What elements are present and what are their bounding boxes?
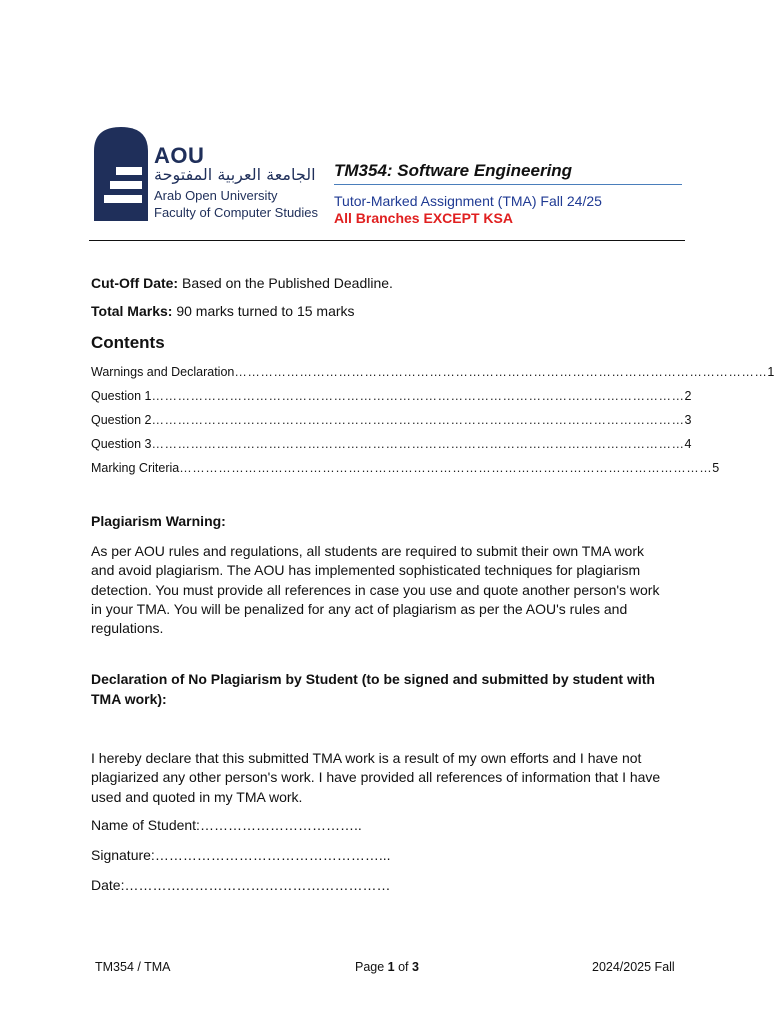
aou-building-logo-icon (92, 125, 150, 221)
toc-label: Question 2 (91, 413, 152, 427)
plagiarism-heading: Plagiarism Warning: (91, 513, 226, 529)
toc-label: Warnings and Declaration (91, 365, 235, 379)
toc-item-question-3[interactable] (91, 437, 692, 451)
student-name-field[interactable]: Name of Student:…………………………….. (91, 817, 362, 833)
declaration-heading: Declaration of No Plagiarism by Student (to be signed and submitted by student with TMA work): (91, 671, 655, 707)
date-field[interactable]: Date:………………………………………………… (91, 877, 391, 893)
cutoff-label: Cut-Off Date: (91, 275, 179, 291)
toc-label: Question 3 (91, 437, 152, 451)
page-total: 3 (412, 960, 419, 974)
toc-label: Question 1 (91, 389, 152, 403)
course-name: : Software Engineering (386, 161, 573, 180)
course-code: TM354 (334, 161, 387, 180)
declaration-text: I hereby declare that this submitted TMA work is a result of my own efforts and I have not plagiarized any other person's work. I have provided all references of information that I have used and quoted in my TMA work. (91, 750, 661, 805)
footer-semester: 2024/2025 Fall (592, 960, 675, 974)
page-prefix: Page (355, 960, 388, 974)
logo-faculty-name: Faculty of Computer Studies (154, 205, 319, 220)
footer-page-number (355, 960, 419, 974)
course-title (334, 161, 572, 181)
toc-leader: …………………………………………………………………………………………………………… (179, 461, 713, 475)
toc-item-marking-criteria[interactable] (91, 461, 720, 475)
toc-label: Marking Criteria (91, 461, 180, 475)
marks-label: Total Marks: (91, 303, 173, 319)
cutoff-value: Based on the Published Deadline. (178, 275, 393, 291)
toc-page: 2 (684, 389, 692, 403)
logo-english-name: Arab Open University (154, 188, 278, 203)
toc-page: 5 (712, 461, 720, 475)
page-current: 1 (387, 960, 395, 974)
logo-arabic-name: الجامعة العربية المفتوحة (154, 165, 316, 184)
title-underline (334, 184, 682, 185)
page-of: of (394, 960, 412, 974)
cutoff-date-line (91, 275, 393, 291)
toc-page: 1 (767, 365, 774, 379)
toc-leader: …………………………………………………………………………………………………………… (151, 389, 685, 403)
branches-note: All Branches EXCEPT KSA (334, 210, 513, 226)
signature-field[interactable]: Signature:…………………………………………... (91, 847, 391, 863)
toc-leader: …………………………………………………………………………………………………………… (151, 413, 685, 427)
toc-item-warnings[interactable] (91, 365, 774, 379)
footer-course: TM354 / TMA (95, 960, 171, 974)
plagiarism-text: As per AOU rules and regulations, all students are required to submit their own TMA work and avoid plagiarism. The AOU has implemented sophisticated techniques for plagiarism detection. You must provide all references in case you use and quote another person's work in your TMA. You will be penalized for any act of plagiarism as per the AOU's rules and regulations. (91, 543, 660, 637)
toc-leader: …………………………………………………………………………………………………………… (151, 437, 685, 451)
toc-item-question-2[interactable] (91, 413, 692, 427)
contents-heading: Contents (91, 333, 165, 352)
assignment-title: Tutor-Marked Assignment (TMA) Fall 24/25 (334, 193, 602, 209)
toc-page: 4 (684, 437, 692, 451)
toc-page: 3 (684, 413, 692, 427)
marks-value: 90 marks turned to 15 marks (172, 303, 355, 319)
total-marks-line (91, 303, 355, 319)
toc-leader: …………………………………………………………………………………………………………… (234, 365, 768, 379)
university-logo (92, 125, 322, 225)
toc-item-question-1[interactable] (91, 389, 692, 403)
header-divider (89, 240, 685, 241)
logo-abbreviation: AOU (154, 143, 205, 168)
